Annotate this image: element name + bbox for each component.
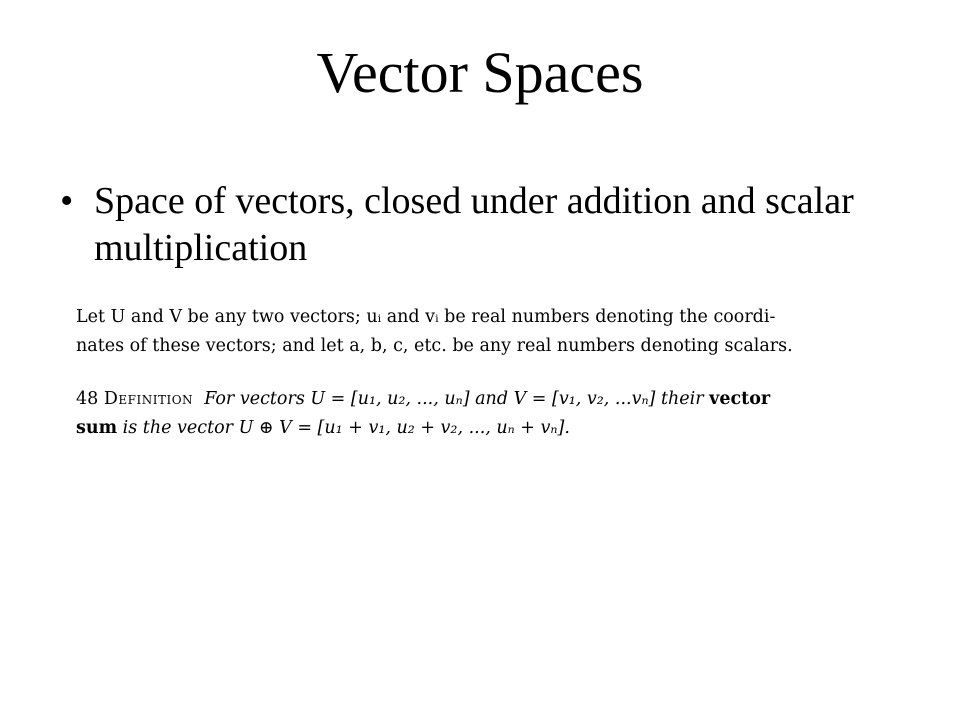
definition-text-1: For vectors U = [u₁, u₂, ..., uₙ] and V = [v₁, v₂, ...vₙ] their xyxy=(204,389,704,409)
definition-text-2: is the vector U ⊕ V = [u₁ + v₁, u₂ + v₂, ..., uₙ + vₙ]. xyxy=(122,418,570,438)
bullet-marker: • xyxy=(60,180,74,222)
bullet-point xyxy=(60,178,890,272)
definition-keyword: Definition xyxy=(103,389,194,409)
definition-number: 48 xyxy=(76,389,99,409)
bullet-text: Space of vectors, closed under addition and scalar multiplication xyxy=(94,180,854,269)
excerpt-line-2: nates of these vectors; and let a, b, c, etc. be any real numbers denoting scalars. xyxy=(76,336,793,356)
definition-line-1 xyxy=(76,385,916,414)
slide-title: Vector Spaces xyxy=(316,40,644,105)
definition-term-sum: sum xyxy=(76,418,118,438)
definition-term-vector: vector xyxy=(709,389,771,409)
definition-line-2 xyxy=(76,414,916,443)
excerpt-line-1: Let U and V be any two vectors; uᵢ and vᵢ be real numbers denoting the coordi- xyxy=(76,307,776,327)
textbook-excerpt xyxy=(76,303,916,443)
